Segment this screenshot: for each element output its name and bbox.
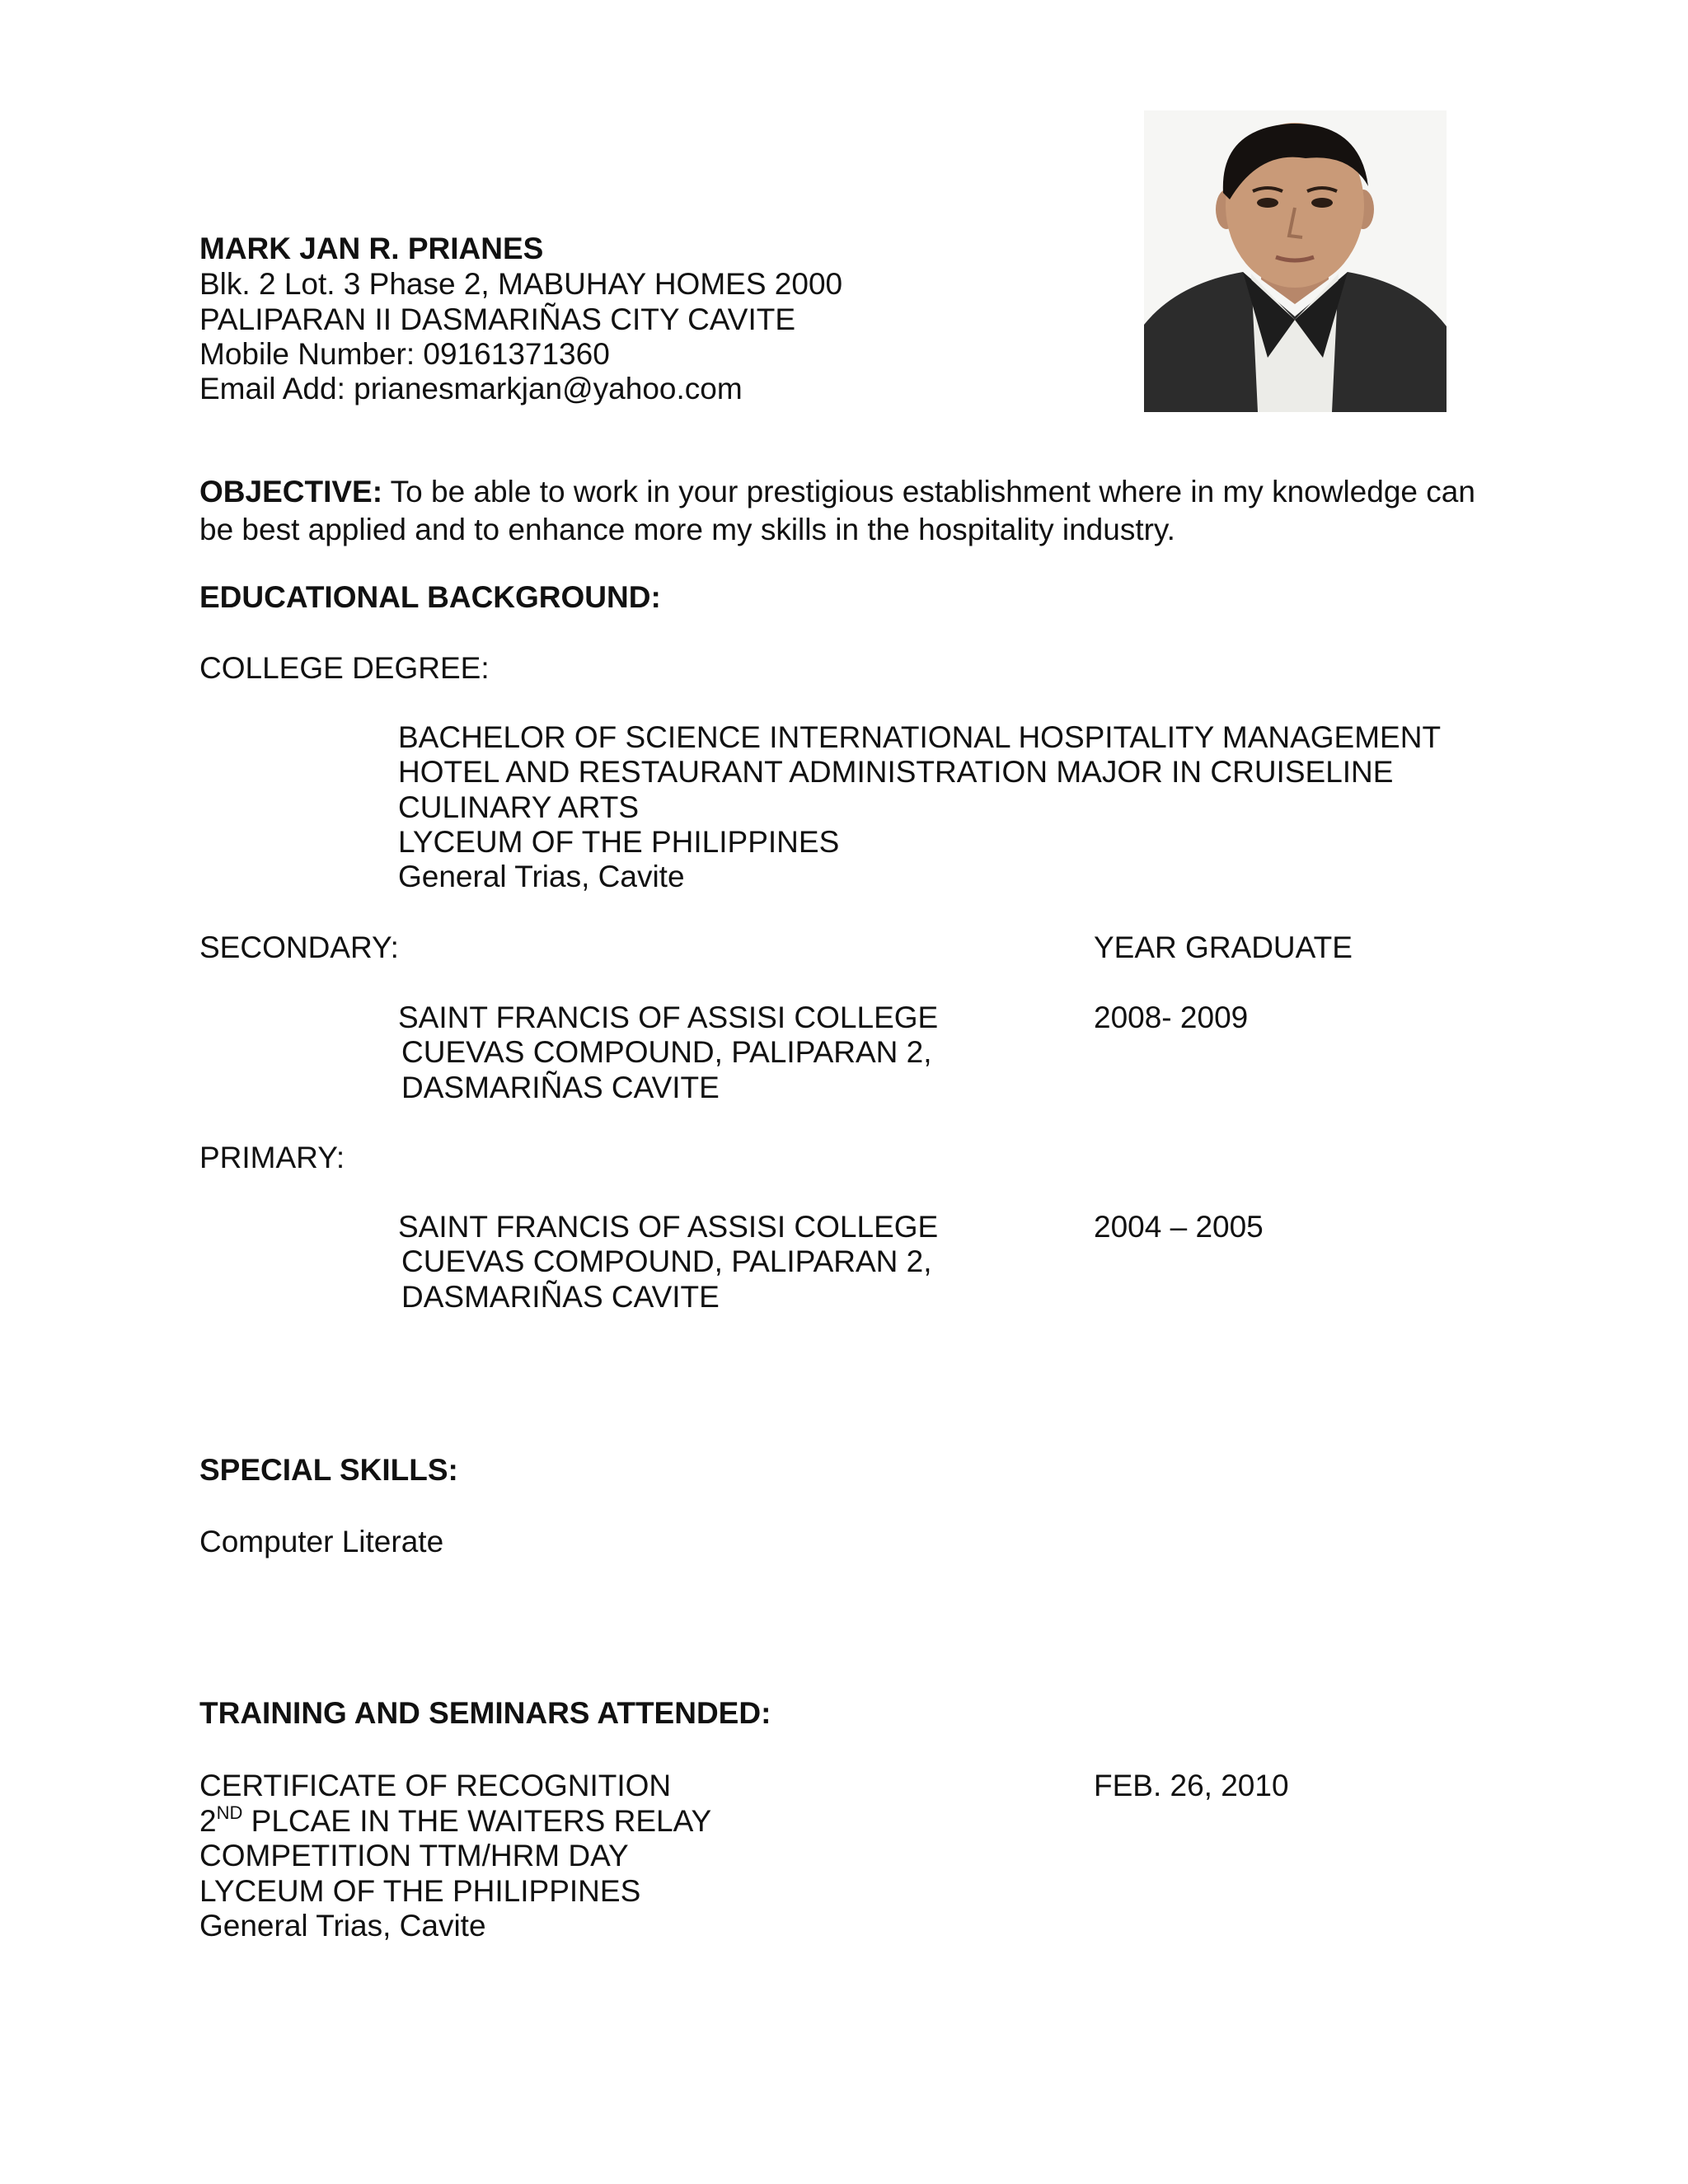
primary-school-line: CUEVAS COMPOUND, PALIPARAN 2, (401, 1244, 932, 1278)
training-line-4: LYCEUM OF THE PHILIPPINES (199, 1874, 641, 1908)
training-place-text: PLCAE IN THE WAITERS RELAY (242, 1804, 712, 1838)
training-line-2 (199, 1804, 711, 1839)
year-graduate-label: YEAR GRADUATE (1094, 930, 1353, 964)
address-line-1: Blk. 2 Lot. 3 Phase 2, MABUHAY HOMES 2000 (199, 267, 843, 301)
training-line-1: CERTIFICATE OF RECOGNITION (199, 1769, 672, 1802)
college-line: CULINARY ARTS (398, 790, 640, 824)
college-line: LYCEUM OF THE PHILIPPINES (398, 825, 840, 859)
college-line: General Trias, Cavite (398, 860, 685, 893)
training-line-3: COMPETITION TTM/HRM DAY (199, 1839, 629, 1872)
mobile-number: Mobile Number: 09161371360 (199, 337, 610, 371)
secondary-school-line: SAINT FRANCIS OF ASSISI COLLEGE (398, 1001, 939, 1034)
objective-line-1 (199, 475, 1475, 509)
training-date: FEB. 26, 2010 (1094, 1769, 1289, 1802)
primary-year: 2004 – 2005 (1094, 1210, 1264, 1244)
training-heading: TRAINING AND SEMINARS ATTENDED: (199, 1696, 771, 1730)
education-heading: EDUCATIONAL BACKGROUND: (199, 580, 661, 614)
secondary-school-line: CUEVAS COMPOUND, PALIPARAN 2, (401, 1035, 932, 1069)
person-icon (1144, 110, 1447, 412)
primary-school-line: SAINT FRANCIS OF ASSISI COLLEGE (398, 1210, 939, 1244)
secondary-school-line: DASMARIÑAS CAVITE (401, 1071, 720, 1104)
secondary-year: 2008- 2009 (1094, 1001, 1249, 1034)
objective-label: OBJECTIVE: (199, 475, 383, 509)
training-place-number: 2 (199, 1804, 217, 1838)
college-line: BACHELOR OF SCIENCE INTERNATIONAL HOSPITALITY MANAGEMENT (398, 720, 1442, 754)
primary-school-line: DASMARIÑAS CAVITE (401, 1280, 720, 1314)
college-line: HOTEL AND RESTAURANT ADMINISTRATION MAJOR IN CRUISELINE (398, 755, 1394, 789)
training-line-5: General Trias, Cavite (199, 1909, 486, 1943)
primary-label: PRIMARY: (199, 1141, 345, 1174)
email-address: Email Add: prianesmarkjan@yahoo.com (199, 372, 743, 405)
profile-photo (1144, 110, 1447, 412)
training-place-suffix: ND (216, 1802, 243, 1823)
secondary-label: SECONDARY: (199, 930, 399, 964)
applicant-name: MARK JAN R. PRIANES (199, 232, 544, 265)
objective-text-1: To be able to work in your prestigious establishment where in my knowledge can (390, 475, 1475, 509)
college-label: COLLEGE DEGREE: (199, 651, 490, 685)
objective-text-2: be best applied and to enhance more my skills in the hospitality industry. (199, 513, 1175, 546)
skills-heading: SPECIAL SKILLS: (199, 1453, 458, 1487)
address-line-2: PALIPARAN II DASMARIÑAS CITY CAVITE (199, 302, 796, 336)
skill-item: Computer Literate (199, 1525, 444, 1558)
